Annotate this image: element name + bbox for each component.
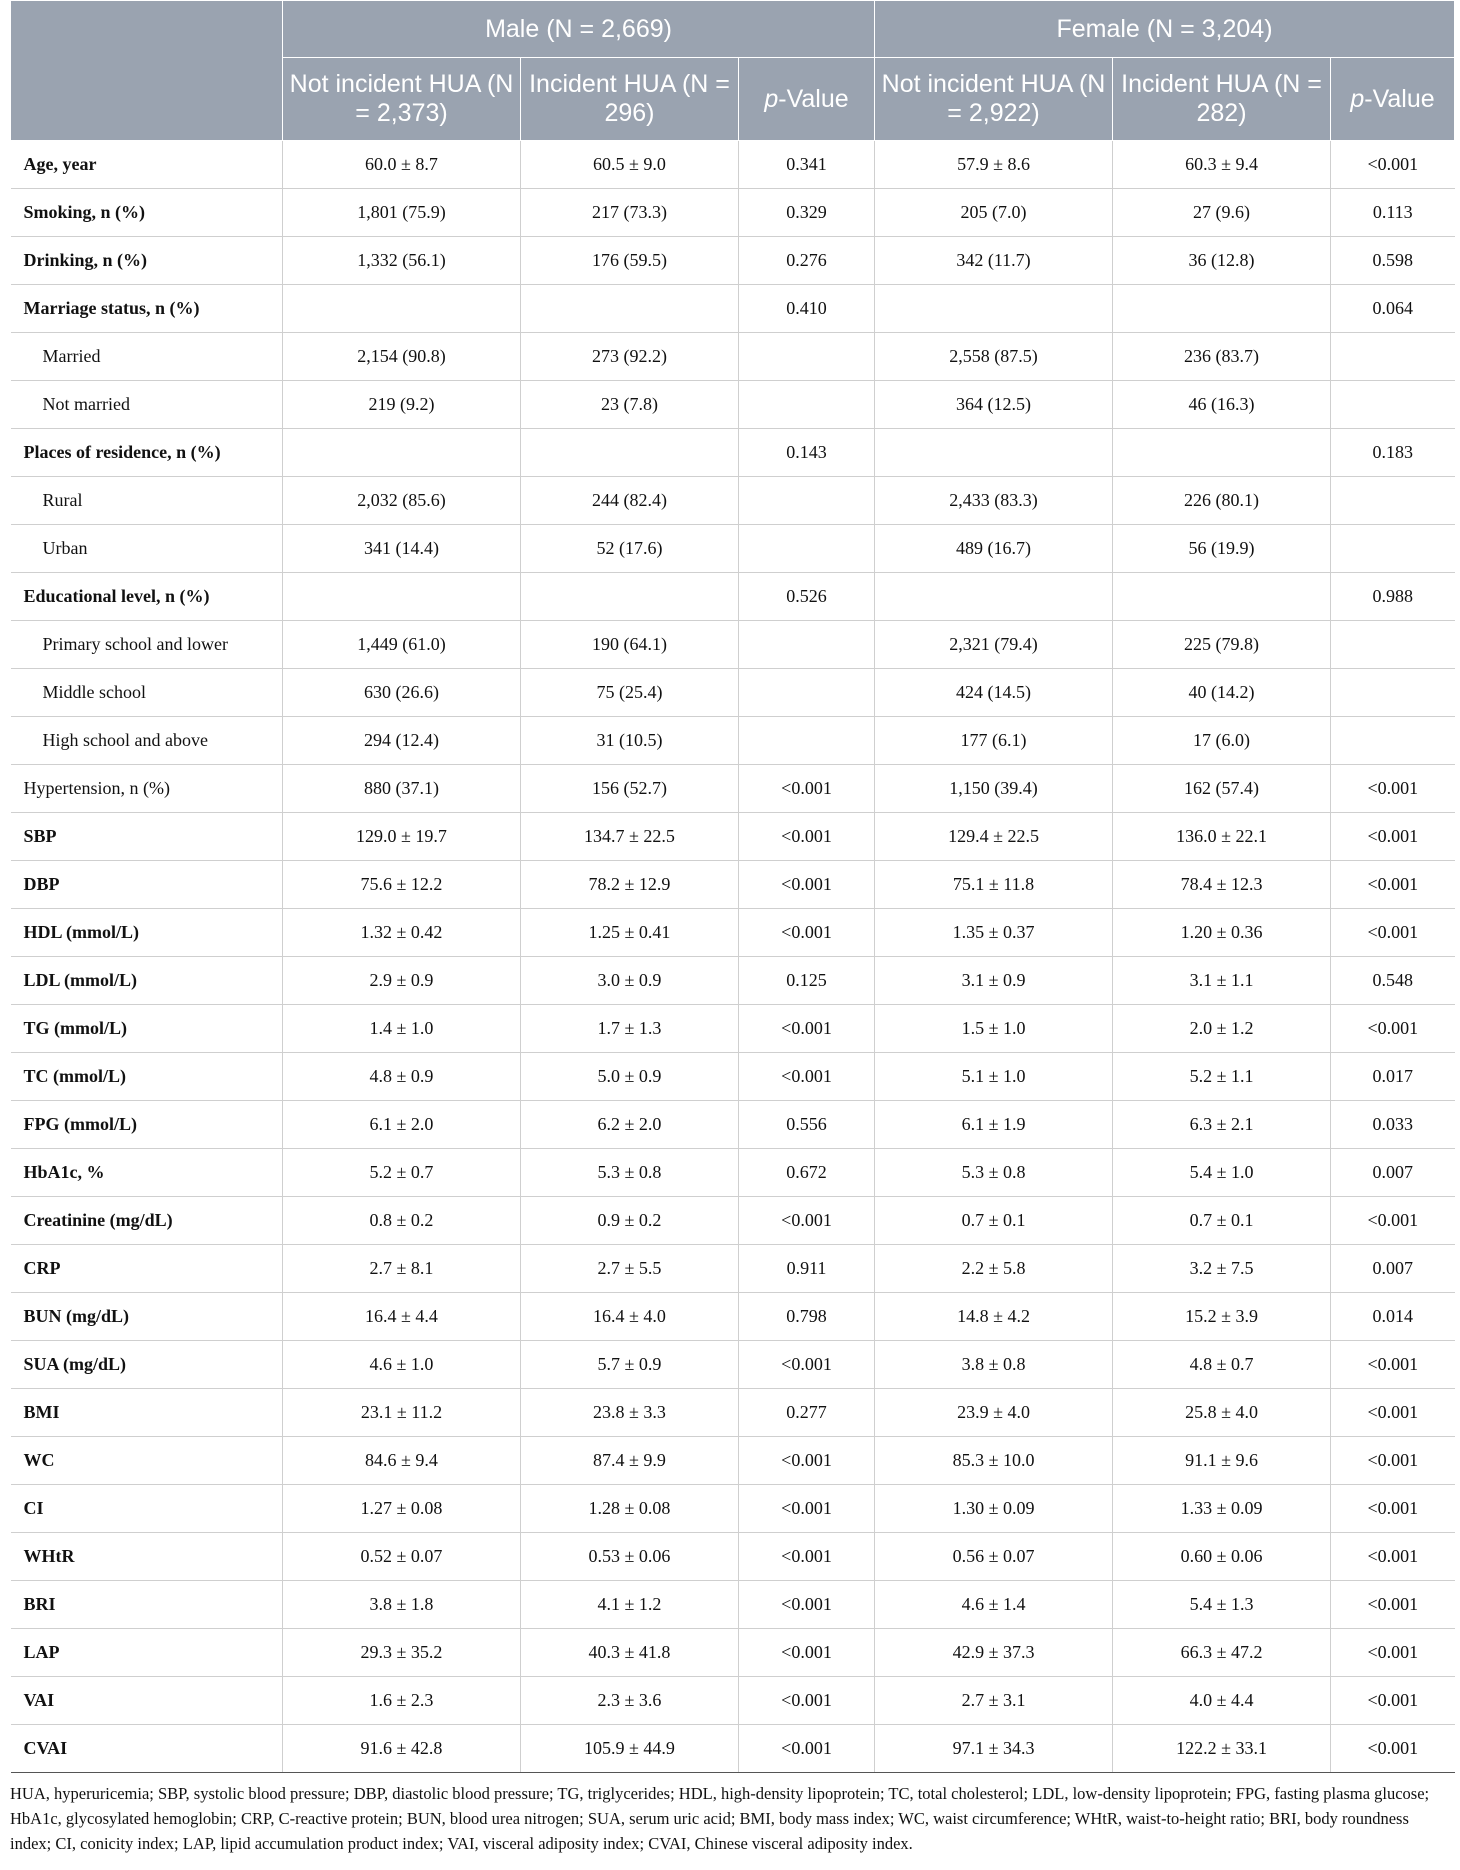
cell-male-not-incident: 0.8 ± 0.2 (283, 1197, 521, 1245)
table-row (11, 1149, 1455, 1197)
cell-female-p-value: 0.033 (1331, 1101, 1455, 1149)
row-label: DBP (11, 861, 283, 909)
table-row (11, 861, 1455, 909)
cell-female-incident: 225 (79.8) (1113, 621, 1331, 669)
row-label: Smoking, n (%) (11, 189, 283, 237)
cell-male-p-value: <0.001 (739, 1341, 875, 1389)
table-row (11, 1197, 1455, 1245)
cell-female-incident (1113, 429, 1331, 477)
cell-male-incident: 0.53 ± 0.06 (521, 1533, 739, 1581)
cell-male-incident: 5.7 ± 0.9 (521, 1341, 739, 1389)
cell-female-incident: 0.7 ± 0.1 (1113, 1197, 1331, 1245)
cell-male-incident: 176 (59.5) (521, 237, 739, 285)
cell-male-incident: 31 (10.5) (521, 717, 739, 765)
cell-female-not-incident: 205 (7.0) (875, 189, 1113, 237)
cell-female-incident: 1.33 ± 0.09 (1113, 1485, 1331, 1533)
cell-male-not-incident (283, 285, 521, 333)
table-row (11, 1437, 1455, 1485)
row-label: HDL (mmol/L) (11, 909, 283, 957)
cell-female-p-value: <0.001 (1331, 1725, 1455, 1773)
row-label: Creatinine (mg/dL) (11, 1197, 283, 1245)
table-row (11, 717, 1455, 765)
cell-female-incident: 78.4 ± 12.3 (1113, 861, 1331, 909)
cell-male-p-value (739, 717, 875, 765)
cell-male-not-incident: 6.1 ± 2.0 (283, 1101, 521, 1149)
cell-male-p-value: 0.798 (739, 1293, 875, 1341)
cell-male-not-incident: 84.6 ± 9.4 (283, 1437, 521, 1485)
cell-male-not-incident: 91.6 ± 42.8 (283, 1725, 521, 1773)
cell-male-incident: 3.0 ± 0.9 (521, 957, 739, 1005)
cell-female-incident: 36 (12.8) (1113, 237, 1331, 285)
table-row (11, 1293, 1455, 1341)
cell-female-not-incident: 85.3 ± 10.0 (875, 1437, 1113, 1485)
row-label: TC (mmol/L) (11, 1053, 283, 1101)
table-row (11, 957, 1455, 1005)
cell-male-not-incident: 341 (14.4) (283, 525, 521, 573)
cell-male-incident: 23.8 ± 3.3 (521, 1389, 739, 1437)
header-female-p-value (1331, 58, 1455, 141)
cell-female-incident: 162 (57.4) (1113, 765, 1331, 813)
row-label: High school and above (11, 717, 283, 765)
table-row (11, 813, 1455, 861)
cell-male-incident: 40.3 ± 41.8 (521, 1629, 739, 1677)
cell-male-p-value: 0.672 (739, 1149, 875, 1197)
cell-female-not-incident: 5.3 ± 0.8 (875, 1149, 1113, 1197)
cell-female-p-value: <0.001 (1331, 813, 1455, 861)
table-row (11, 1389, 1455, 1437)
cell-female-p-value: 0.988 (1331, 573, 1455, 621)
cell-male-incident: 134.7 ± 22.5 (521, 813, 739, 861)
cell-female-incident: 27 (9.6) (1113, 189, 1331, 237)
cell-female-p-value: 0.007 (1331, 1149, 1455, 1197)
cell-male-p-value: <0.001 (739, 1725, 875, 1773)
cell-female-p-value: <0.001 (1331, 141, 1455, 189)
cell-male-p-value (739, 621, 875, 669)
cell-female-not-incident: 1.5 ± 1.0 (875, 1005, 1113, 1053)
row-label: Hypertension, n (%) (11, 765, 283, 813)
row-label: Urban (11, 525, 283, 573)
cell-female-not-incident: 97.1 ± 34.3 (875, 1725, 1113, 1773)
row-label: Marriage status, n (%) (11, 285, 283, 333)
cell-female-p-value (1331, 621, 1455, 669)
cell-female-not-incident: 424 (14.5) (875, 669, 1113, 717)
cell-male-incident: 75 (25.4) (521, 669, 739, 717)
cell-male-p-value: <0.001 (739, 1005, 875, 1053)
cell-female-p-value: <0.001 (1331, 1197, 1455, 1245)
cell-female-not-incident: 489 (16.7) (875, 525, 1113, 573)
table-body (11, 141, 1455, 1773)
p-italic: p (764, 84, 779, 113)
cell-male-p-value (739, 381, 875, 429)
cell-male-not-incident (283, 429, 521, 477)
cell-male-not-incident: 5.2 ± 0.7 (283, 1149, 521, 1197)
cell-male-p-value: <0.001 (739, 813, 875, 861)
row-label: LAP (11, 1629, 283, 1677)
table-row (11, 381, 1455, 429)
cell-male-incident: 5.0 ± 0.9 (521, 1053, 739, 1101)
row-label: Age, year (11, 141, 283, 189)
cell-male-not-incident: 16.4 ± 4.4 (283, 1293, 521, 1341)
table-row (11, 573, 1455, 621)
row-label: WC (11, 1437, 283, 1485)
row-label: CRP (11, 1245, 283, 1293)
cell-male-p-value: 0.143 (739, 429, 875, 477)
cell-male-not-incident: 1.32 ± 0.42 (283, 909, 521, 957)
cell-male-not-incident: 2.7 ± 8.1 (283, 1245, 521, 1293)
characteristics-table (10, 0, 1455, 1773)
cell-female-incident: 25.8 ± 4.0 (1113, 1389, 1331, 1437)
cell-male-incident: 1.28 ± 0.08 (521, 1485, 739, 1533)
cell-male-p-value: <0.001 (739, 765, 875, 813)
cell-male-p-value: 0.276 (739, 237, 875, 285)
cell-female-not-incident: 6.1 ± 1.9 (875, 1101, 1113, 1149)
cell-female-incident: 66.3 ± 47.2 (1113, 1629, 1331, 1677)
cell-female-not-incident: 5.1 ± 1.0 (875, 1053, 1113, 1101)
cell-male-p-value (739, 669, 875, 717)
header-female-group: Female (N = 3,204) (875, 1, 1455, 58)
cell-female-p-value: 0.548 (1331, 957, 1455, 1005)
header-male-p-value (739, 58, 875, 141)
cell-female-not-incident: 2,433 (83.3) (875, 477, 1113, 525)
row-label: Middle school (11, 669, 283, 717)
cell-female-p-value: 0.598 (1331, 237, 1455, 285)
header-blank-cell (11, 1, 283, 141)
cell-male-p-value: <0.001 (739, 1485, 875, 1533)
row-label: Drinking, n (%) (11, 237, 283, 285)
table-row (11, 1101, 1455, 1149)
row-label: Rural (11, 477, 283, 525)
cell-male-not-incident: 4.6 ± 1.0 (283, 1341, 521, 1389)
row-label: Married (11, 333, 283, 381)
row-label: BRI (11, 1581, 283, 1629)
cell-male-p-value: 0.341 (739, 141, 875, 189)
row-label: SBP (11, 813, 283, 861)
cell-male-not-incident: 630 (26.6) (283, 669, 521, 717)
cell-male-incident: 5.3 ± 0.8 (521, 1149, 739, 1197)
table-row (11, 1005, 1455, 1053)
table-row (11, 189, 1455, 237)
cell-female-not-incident: 23.9 ± 4.0 (875, 1389, 1113, 1437)
cell-female-p-value: 0.014 (1331, 1293, 1455, 1341)
cell-female-not-incident (875, 285, 1113, 333)
table-row (11, 765, 1455, 813)
cell-male-incident: 23 (7.8) (521, 381, 739, 429)
cell-male-incident: 105.9 ± 44.9 (521, 1725, 739, 1773)
cell-male-p-value: <0.001 (739, 1437, 875, 1485)
cell-male-incident: 87.4 ± 9.9 (521, 1437, 739, 1485)
cell-male-not-incident: 0.52 ± 0.07 (283, 1533, 521, 1581)
cell-female-incident: 56 (19.9) (1113, 525, 1331, 573)
cell-male-not-incident: 1.4 ± 1.0 (283, 1005, 521, 1053)
cell-female-not-incident: 0.7 ± 0.1 (875, 1197, 1113, 1245)
cell-male-p-value: <0.001 (739, 1197, 875, 1245)
cell-male-not-incident: 1,801 (75.9) (283, 189, 521, 237)
cell-female-incident: 2.0 ± 1.2 (1113, 1005, 1331, 1053)
row-label: Primary school and lower (11, 621, 283, 669)
cell-female-incident: 5.4 ± 1.3 (1113, 1581, 1331, 1629)
table-row (11, 1725, 1455, 1773)
cell-female-not-incident: 1.35 ± 0.37 (875, 909, 1113, 957)
row-label: Places of residence, n (%) (11, 429, 283, 477)
cell-female-p-value: 0.017 (1331, 1053, 1455, 1101)
cell-male-p-value: 0.410 (739, 285, 875, 333)
row-label: VAI (11, 1677, 283, 1725)
table-row (11, 621, 1455, 669)
cell-male-not-incident: 880 (37.1) (283, 765, 521, 813)
row-label: TG (mmol/L) (11, 1005, 283, 1053)
cell-female-p-value: <0.001 (1331, 1533, 1455, 1581)
cell-female-p-value: <0.001 (1331, 1485, 1455, 1533)
table-row (11, 1053, 1455, 1101)
cell-female-p-value: 0.007 (1331, 1245, 1455, 1293)
cell-male-not-incident: 1.27 ± 0.08 (283, 1485, 521, 1533)
cell-male-incident: 16.4 ± 4.0 (521, 1293, 739, 1341)
table-row (11, 477, 1455, 525)
cell-male-not-incident: 23.1 ± 11.2 (283, 1389, 521, 1437)
cell-female-p-value: 0.183 (1331, 429, 1455, 477)
cell-male-incident: 6.2 ± 2.0 (521, 1101, 739, 1149)
cell-female-incident: 5.2 ± 1.1 (1113, 1053, 1331, 1101)
row-label: Not married (11, 381, 283, 429)
cell-male-p-value: 0.911 (739, 1245, 875, 1293)
p-suffix: -Value (778, 84, 849, 113)
cell-female-incident: 3.2 ± 7.5 (1113, 1245, 1331, 1293)
cell-female-incident: 17 (6.0) (1113, 717, 1331, 765)
cell-female-not-incident: 1.30 ± 0.09 (875, 1485, 1113, 1533)
cell-female-p-value: <0.001 (1331, 1389, 1455, 1437)
header-female-not-incident: Not incident HUA (N = 2,922) (875, 58, 1113, 141)
cell-female-p-value: <0.001 (1331, 1677, 1455, 1725)
cell-female-not-incident: 2.2 ± 5.8 (875, 1245, 1113, 1293)
cell-female-not-incident: 2.7 ± 3.1 (875, 1677, 1113, 1725)
table-row (11, 1677, 1455, 1725)
cell-male-incident: 1.25 ± 0.41 (521, 909, 739, 957)
cell-male-not-incident: 1.6 ± 2.3 (283, 1677, 521, 1725)
cell-female-not-incident: 1,150 (39.4) (875, 765, 1113, 813)
row-label: FPG (mmol/L) (11, 1101, 283, 1149)
row-label: BUN (mg/dL) (11, 1293, 283, 1341)
row-label: WHtR (11, 1533, 283, 1581)
cell-female-not-incident: 2,558 (87.5) (875, 333, 1113, 381)
cell-female-p-value: <0.001 (1331, 1005, 1455, 1053)
cell-male-p-value: <0.001 (739, 1533, 875, 1581)
table-footnote: HUA, hyperuricemia; SBP, systolic blood pressure; DBP, diastolic blood pressure; TG, triglycerides; HDL, high-density lipoprotein; TC, total cholesterol; LDL, low-density lipoprotein; FPG, fasting plasma glucose; HbA1c, glycosylated hemoglobin; CRP, C-reactive protein; BUN, blood urea nitrogen; SUA, serum uric acid; BMI, body mass index; WC, waist circumference; WHtR, waist-to-height ratio; BRI, body roundness index; CI, conicity index; LAP, lipid accumulation product index; VAI, visceral adiposity index; CVAI, Chinese visceral adiposity index. (10, 1784, 1430, 1853)
cell-female-p-value (1331, 477, 1455, 525)
cell-female-p-value (1331, 669, 1455, 717)
cell-female-not-incident: 177 (6.1) (875, 717, 1113, 765)
table-row (11, 1629, 1455, 1677)
cell-female-not-incident: 2,321 (79.4) (875, 621, 1113, 669)
table-row (11, 285, 1455, 333)
cell-female-not-incident: 129.4 ± 22.5 (875, 813, 1113, 861)
cell-male-p-value: 0.526 (739, 573, 875, 621)
cell-female-incident: 3.1 ± 1.1 (1113, 957, 1331, 1005)
cell-male-not-incident: 294 (12.4) (283, 717, 521, 765)
cell-female-not-incident: 3.1 ± 0.9 (875, 957, 1113, 1005)
cell-male-not-incident: 2.9 ± 0.9 (283, 957, 521, 1005)
cell-female-incident: 40 (14.2) (1113, 669, 1331, 717)
cell-male-not-incident: 1,332 (56.1) (283, 237, 521, 285)
cell-male-incident (521, 285, 739, 333)
cell-male-not-incident: 4.8 ± 0.9 (283, 1053, 521, 1101)
cell-male-p-value (739, 333, 875, 381)
row-label: LDL (mmol/L) (11, 957, 283, 1005)
cell-male-incident: 60.5 ± 9.0 (521, 141, 739, 189)
cell-male-incident: 244 (82.4) (521, 477, 739, 525)
cell-female-incident: 91.1 ± 9.6 (1113, 1437, 1331, 1485)
row-label: CI (11, 1485, 283, 1533)
cell-female-incident: 6.3 ± 2.1 (1113, 1101, 1331, 1149)
cell-female-p-value (1331, 717, 1455, 765)
cell-male-incident (521, 429, 739, 477)
row-label: SUA (mg/dL) (11, 1341, 283, 1389)
table-row (11, 429, 1455, 477)
table-row (11, 525, 1455, 573)
cell-male-p-value (739, 525, 875, 573)
cell-female-incident: 4.8 ± 0.7 (1113, 1341, 1331, 1389)
cell-female-p-value: <0.001 (1331, 1437, 1455, 1485)
cell-female-incident (1113, 573, 1331, 621)
cell-female-incident: 5.4 ± 1.0 (1113, 1149, 1331, 1197)
cell-female-not-incident (875, 573, 1113, 621)
cell-female-p-value: <0.001 (1331, 1629, 1455, 1677)
cell-female-incident: 46 (16.3) (1113, 381, 1331, 429)
table-row (11, 237, 1455, 285)
cell-male-p-value: <0.001 (739, 1629, 875, 1677)
header-male-incident: Incident HUA (N = 296) (521, 58, 739, 141)
cell-female-not-incident: 4.6 ± 1.4 (875, 1581, 1113, 1629)
p-italic: p (1350, 84, 1365, 113)
cell-female-p-value: <0.001 (1331, 861, 1455, 909)
cell-male-p-value: <0.001 (739, 909, 875, 957)
table-row (11, 1245, 1455, 1293)
cell-female-p-value: <0.001 (1331, 1581, 1455, 1629)
cell-female-not-incident: 75.1 ± 11.8 (875, 861, 1113, 909)
cell-male-p-value: <0.001 (739, 1677, 875, 1725)
cell-female-not-incident: 0.56 ± 0.07 (875, 1533, 1113, 1581)
table-row (11, 141, 1455, 189)
cell-female-p-value (1331, 381, 1455, 429)
cell-male-not-incident: 2,154 (90.8) (283, 333, 521, 381)
header-male-not-incident: Not incident HUA (N = 2,373) (283, 58, 521, 141)
cell-male-incident: 156 (52.7) (521, 765, 739, 813)
cell-female-incident: 4.0 ± 4.4 (1113, 1677, 1331, 1725)
cell-male-not-incident (283, 573, 521, 621)
cell-male-p-value: 0.556 (739, 1101, 875, 1149)
cell-male-p-value: <0.001 (739, 1053, 875, 1101)
row-label: CVAI (11, 1725, 283, 1773)
cell-female-p-value: <0.001 (1331, 1341, 1455, 1389)
cell-male-not-incident: 2,032 (85.6) (283, 477, 521, 525)
cell-female-p-value: 0.064 (1331, 285, 1455, 333)
header-male-group: Male (N = 2,669) (283, 1, 875, 58)
row-label: HbA1c, % (11, 1149, 283, 1197)
cell-female-not-incident (875, 429, 1113, 477)
cell-male-p-value: 0.277 (739, 1389, 875, 1437)
cell-male-p-value (739, 477, 875, 525)
cell-female-incident: 236 (83.7) (1113, 333, 1331, 381)
cell-female-incident: 1.20 ± 0.36 (1113, 909, 1331, 957)
table-header (11, 1, 1455, 141)
cell-female-incident (1113, 285, 1331, 333)
table-row (11, 1533, 1455, 1581)
cell-male-incident: 273 (92.2) (521, 333, 739, 381)
cell-male-incident: 52 (17.6) (521, 525, 739, 573)
row-label: Educational level, n (%) (11, 573, 283, 621)
cell-male-incident: 217 (73.3) (521, 189, 739, 237)
cell-male-not-incident: 1,449 (61.0) (283, 621, 521, 669)
cell-male-not-incident: 60.0 ± 8.7 (283, 141, 521, 189)
cell-male-incident (521, 573, 739, 621)
header-female-incident: Incident HUA (N = 282) (1113, 58, 1331, 141)
cell-female-incident: 136.0 ± 22.1 (1113, 813, 1331, 861)
table-row (11, 1485, 1455, 1533)
cell-male-incident: 190 (64.1) (521, 621, 739, 669)
cell-female-p-value: <0.001 (1331, 909, 1455, 957)
cell-female-p-value: 0.113 (1331, 189, 1455, 237)
cell-female-not-incident: 3.8 ± 0.8 (875, 1341, 1113, 1389)
p-suffix: -Value (1364, 84, 1435, 113)
cell-male-incident: 2.3 ± 3.6 (521, 1677, 739, 1725)
cell-female-not-incident: 14.8 ± 4.2 (875, 1293, 1113, 1341)
cell-male-incident: 0.9 ± 0.2 (521, 1197, 739, 1245)
cell-female-p-value: <0.001 (1331, 765, 1455, 813)
cell-male-incident: 4.1 ± 1.2 (521, 1581, 739, 1629)
cell-male-incident: 78.2 ± 12.9 (521, 861, 739, 909)
cell-female-incident: 226 (80.1) (1113, 477, 1331, 525)
cell-female-not-incident: 42.9 ± 37.3 (875, 1629, 1113, 1677)
table-row (11, 1341, 1455, 1389)
cell-female-incident: 60.3 ± 9.4 (1113, 141, 1331, 189)
cell-female-incident: 122.2 ± 33.1 (1113, 1725, 1331, 1773)
row-label: BMI (11, 1389, 283, 1437)
cell-male-not-incident: 75.6 ± 12.2 (283, 861, 521, 909)
cell-male-p-value: <0.001 (739, 1581, 875, 1629)
cell-male-not-incident: 29.3 ± 35.2 (283, 1629, 521, 1677)
cell-male-incident: 1.7 ± 1.3 (521, 1005, 739, 1053)
cell-female-not-incident: 57.9 ± 8.6 (875, 141, 1113, 189)
cell-male-not-incident: 129.0 ± 19.7 (283, 813, 521, 861)
cell-female-incident: 0.60 ± 0.06 (1113, 1533, 1331, 1581)
table-container (10, 0, 1454, 1856)
cell-female-not-incident: 342 (11.7) (875, 237, 1113, 285)
cell-female-incident: 15.2 ± 3.9 (1113, 1293, 1331, 1341)
table-row (11, 909, 1455, 957)
cell-male-p-value: 0.125 (739, 957, 875, 1005)
cell-female-not-incident: 364 (12.5) (875, 381, 1113, 429)
cell-female-p-value (1331, 333, 1455, 381)
cell-female-p-value (1331, 525, 1455, 573)
table-row (11, 669, 1455, 717)
cell-male-p-value: 0.329 (739, 189, 875, 237)
cell-male-not-incident: 3.8 ± 1.8 (283, 1581, 521, 1629)
cell-male-incident: 2.7 ± 5.5 (521, 1245, 739, 1293)
table-row (11, 333, 1455, 381)
cell-male-p-value: <0.001 (739, 861, 875, 909)
cell-male-not-incident: 219 (9.2) (283, 381, 521, 429)
table-row (11, 1581, 1455, 1629)
